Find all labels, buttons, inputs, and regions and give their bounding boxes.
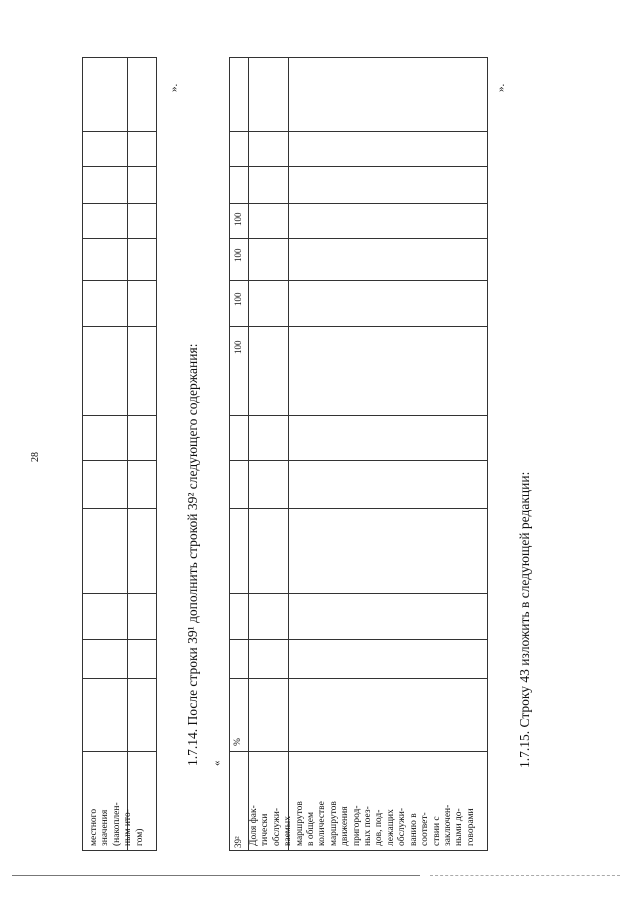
value-cell: 100: [233, 292, 243, 306]
row-divider: [83, 280, 156, 281]
top-table: [82, 57, 157, 851]
instruction-heading: 1.7.14. После строки 39¹ дополнить строкой 39² следующего содержания:: [185, 343, 200, 766]
instruction-footer: 1.7.15. Строку 43 изложить в следующей редакции:: [517, 471, 532, 768]
row-divider: [83, 131, 156, 132]
top-table-first-cell: местного значения (накоплен- ным ито- гом): [89, 802, 145, 846]
value-cell: 100: [233, 212, 243, 226]
row-number: 39²: [233, 836, 243, 848]
row-divider: [83, 508, 156, 509]
value-cell: 100: [233, 340, 243, 354]
column-divider: [248, 58, 249, 850]
row-divider: [230, 280, 487, 281]
scan-edge-line: [12, 875, 420, 876]
row-divider: [230, 639, 487, 640]
row-divider: [83, 203, 156, 204]
column-divider: [288, 58, 289, 850]
row-label: Доля фак- тически обслужи- ваемых маршрутов в общем количестве маршрутов движения пригород- ных поез- дов, под- лежащих обслужи- ванию в соответ- ствии с заключен- ными до- говорами: [249, 801, 476, 846]
row-divider: [230, 593, 487, 594]
row-divider: [230, 460, 487, 461]
close-quote-bottom: ».: [495, 83, 507, 92]
bottom-table: [229, 57, 488, 851]
row-unit: %: [233, 738, 243, 746]
row-divider: [230, 508, 487, 509]
row-divider: [230, 131, 487, 132]
column-divider: [127, 58, 128, 850]
scan-edge-line: [430, 875, 620, 876]
close-quote-top: ».: [168, 83, 180, 92]
row-divider: [83, 326, 156, 327]
row-divider: [83, 166, 156, 167]
row-divider: [230, 203, 487, 204]
row-divider: [230, 415, 487, 416]
page-number: 28: [30, 452, 41, 462]
row-divider: [83, 460, 156, 461]
value-cell: 100: [233, 248, 243, 262]
row-divider: [83, 639, 156, 640]
open-quote: «: [211, 760, 223, 766]
row-divider: [83, 415, 156, 416]
row-divider: [230, 678, 487, 679]
row-divider: [230, 326, 487, 327]
row-divider: [230, 751, 487, 752]
row-divider: [83, 593, 156, 594]
row-divider: [83, 678, 156, 679]
row-divider: [83, 238, 156, 239]
row-divider: [83, 751, 156, 752]
row-divider: [230, 238, 487, 239]
row-divider: [230, 166, 487, 167]
